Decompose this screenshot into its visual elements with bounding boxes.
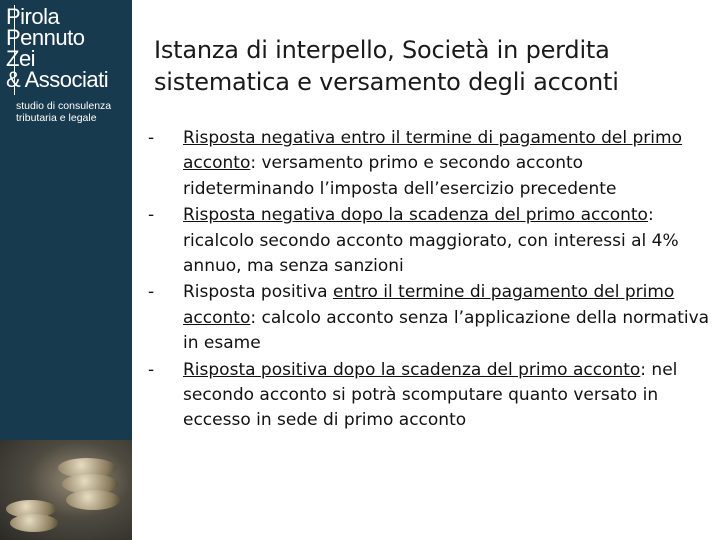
title-line-2: sistematica e versamento degli acconti: [154, 68, 619, 96]
bullet-item: [148, 203, 714, 279]
logo-line-1: Pirola: [6, 4, 60, 29]
logo-line-3: Zei: [6, 46, 36, 71]
bullet-marker: -: [148, 282, 155, 303]
bullet-text-underlined: Risposta positiva dopo la scadenza del primo acconto: [183, 359, 641, 380]
tagline-line-2: tributaria e legale: [16, 112, 97, 124]
bullet-text-rest: : ricalcolo secondo acconto maggiorato, con interessi al 4% annuo, ma senza sanzioni: [183, 205, 679, 277]
coin-image: [66, 490, 120, 510]
bullet-marker: -: [148, 128, 155, 148]
bullet-marker: -: [148, 359, 155, 380]
bullet-text-underlined: entro il termine di pagamento del primo acconto: [183, 282, 675, 328]
bullet-text-rest: : versamento primo e secondo acconto rideterminando l’imposta dell’esercizio precedente: [183, 153, 617, 199]
coins-photo: [0, 440, 132, 540]
bullet-marker: -: [148, 205, 155, 226]
sidebar-panel: [0, 0, 132, 540]
bullet-text-rest: : calcolo acconto senza l’applicazione della normativa in esame: [183, 307, 710, 354]
title-line-1: Istanza di interpello, Società in perdita: [154, 36, 610, 64]
bullet-text-rest: : nel secondo acconto si potrà scomputare quanto versato in eccesso in sede di primo acconto: [183, 359, 678, 431]
logo-line-2: Pennuto: [6, 25, 85, 50]
slide-title: [154, 34, 714, 98]
bullet-list: [148, 126, 714, 435]
bullet-text-underlined: Risposta negativa dopo la scadenza del primo acconto: [183, 205, 648, 226]
bullet-item: [148, 358, 714, 434]
tagline-line-1: studio di consulenza: [16, 100, 112, 112]
coin-image: [10, 514, 58, 532]
bullet-text-underlined: Risposta negativa entro il termine di pagamento del primo acconto: [183, 128, 682, 174]
bullet-item: [148, 126, 714, 202]
firm-logo: [6, 6, 108, 90]
logo-line-4: & Associati: [6, 67, 109, 92]
firm-tagline: [16, 100, 111, 124]
bullet-text-plain: Risposta positiva: [183, 282, 333, 303]
bullet-item: [148, 280, 714, 356]
